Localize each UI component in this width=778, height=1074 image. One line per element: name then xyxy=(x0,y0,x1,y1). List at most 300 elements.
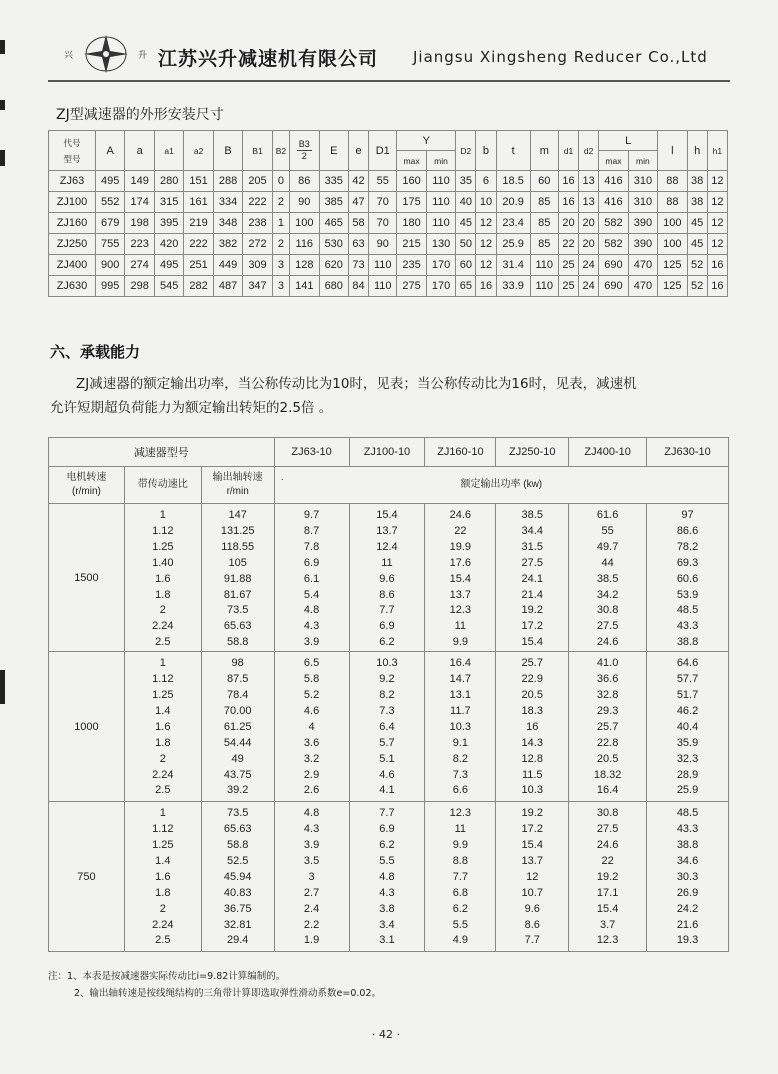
speed-group-row xyxy=(49,802,729,952)
power-value: 17.1 xyxy=(596,886,619,899)
dimension-cell: 47 xyxy=(348,192,368,213)
power-value: 6.1 xyxy=(303,572,320,585)
dimensions-row xyxy=(49,234,728,255)
output-speed-value: 73.5 xyxy=(226,604,249,617)
output-speed-header xyxy=(201,467,274,504)
dimension-cell: 20 xyxy=(579,234,599,255)
dimension-cell: 45 xyxy=(687,234,707,255)
dimension-cell: 12 xyxy=(707,234,727,255)
power-value: 21.4 xyxy=(521,588,543,601)
output-speed-value: 45.94 xyxy=(223,870,252,883)
paragraph-line: 允许短期超负荷能力为额定输出转矩的2.5倍 。 xyxy=(50,400,333,416)
dimensions-table xyxy=(48,130,728,297)
power-value: 10.7 xyxy=(521,886,543,899)
dimension-cell: 170 xyxy=(426,255,455,276)
dimension-cell: 116 xyxy=(290,234,319,255)
dimension-cell: 52 xyxy=(687,255,707,276)
power-column xyxy=(274,652,349,802)
power-value: 6.4 xyxy=(379,720,395,733)
header-cell: Y xyxy=(397,131,456,151)
power-value: 3.8 xyxy=(379,902,395,915)
dimension-cell: 690 xyxy=(599,255,628,276)
belt-ratio-column xyxy=(124,652,201,802)
power-header-mark: · xyxy=(280,474,284,485)
dimension-cell: 25 xyxy=(558,255,578,276)
belt-ratio-column xyxy=(124,504,201,652)
dimension-cell: 110 xyxy=(426,192,455,213)
dimension-cell: 58 xyxy=(348,213,368,234)
subheader-cell: max xyxy=(397,151,426,171)
belt-ratio-value: 1.4 xyxy=(155,704,171,717)
motor-speed-header xyxy=(49,467,125,504)
power-value: 12.8 xyxy=(521,752,543,765)
power-value: 38.5 xyxy=(521,509,543,521)
belt-ratio-value: 1 xyxy=(159,509,166,521)
power-value: 38.8 xyxy=(676,838,699,851)
dimension-cell: 42 xyxy=(348,171,368,192)
header-cell-b3 xyxy=(290,131,319,171)
header-cell: b xyxy=(476,131,496,171)
power-value: 30.8 xyxy=(596,604,619,617)
dimension-cell: 60 xyxy=(456,255,476,276)
output-speed-value: 36.75 xyxy=(223,902,252,915)
dimension-cell: 149 xyxy=(125,171,154,192)
dimension-cell: 582 xyxy=(599,213,628,234)
belt-ratio-value: 1.8 xyxy=(155,736,171,749)
dimension-cell: 110 xyxy=(530,276,558,297)
power-value: 12.3 xyxy=(449,604,472,617)
corner-cell xyxy=(49,131,96,171)
power-value: 7.7 xyxy=(379,807,395,820)
output-speed-value: 58.8 xyxy=(226,636,249,649)
dimension-cell: 298 xyxy=(125,276,154,297)
power-value: 5.1 xyxy=(379,752,395,765)
speed-group-row xyxy=(49,504,729,652)
motor-speed-cell: 1500 xyxy=(49,504,125,652)
power-value: 27.5 xyxy=(521,556,543,569)
belt-ratio-value: 1.12 xyxy=(152,524,174,537)
power-value: 31.5 xyxy=(521,540,543,553)
dimension-cell: 470 xyxy=(628,276,657,297)
dimension-cell: 582 xyxy=(599,234,628,255)
power-value: 61.6 xyxy=(596,509,619,521)
dimension-cell: 275 xyxy=(397,276,426,297)
output-speed-column xyxy=(201,504,274,652)
dimension-cell: 205 xyxy=(243,171,272,192)
dimension-cell: 45 xyxy=(456,213,476,234)
dimension-cell: 0 xyxy=(272,171,289,192)
dimension-cell: 38 xyxy=(687,171,707,192)
dimension-cell: 238 xyxy=(243,213,272,234)
dimension-cell: 23.4 xyxy=(496,213,530,234)
dimension-cell: 174 xyxy=(125,192,154,213)
dimension-cell: 2 xyxy=(272,234,289,255)
model-label-cell: 减速器型号 xyxy=(49,438,275,467)
power-value: 27.5 xyxy=(596,823,619,836)
power-value: 17.6 xyxy=(449,556,472,569)
power-value: 11 xyxy=(454,620,467,633)
power-value: 8.6 xyxy=(524,918,540,931)
model-code-cell: ZJ630 xyxy=(49,276,96,297)
dimension-cell: 170 xyxy=(426,276,455,297)
output-speed-column xyxy=(201,652,274,802)
power-value: 86.6 xyxy=(676,524,699,537)
power-value: 6.5 xyxy=(303,657,320,670)
power-value: 22 xyxy=(601,854,614,867)
dimension-cell: 420 xyxy=(154,234,183,255)
power-column xyxy=(569,504,647,652)
power-value: 7.7 xyxy=(452,870,468,883)
dimension-cell: 223 xyxy=(125,234,154,255)
power-value: 51.7 xyxy=(676,688,699,701)
power-value: 14.3 xyxy=(521,736,543,749)
power-value: 12.3 xyxy=(449,807,472,820)
power-value: 34.6 xyxy=(676,854,699,867)
output-speed-value: 29.4 xyxy=(226,934,249,947)
dimension-cell: 347 xyxy=(243,276,272,297)
power-value: 13.7 xyxy=(521,854,543,867)
power-value: 36.6 xyxy=(596,673,619,686)
motor-speed-label: 电机转速 xyxy=(66,472,107,483)
dimension-cell: 31.4 xyxy=(496,255,530,276)
belt-ratio-column xyxy=(124,802,201,952)
motor-speed-cell: 750 xyxy=(49,802,125,952)
dimension-cell: 90 xyxy=(290,192,319,213)
power-value: 5.4 xyxy=(303,588,320,601)
power-value: 4.8 xyxy=(303,807,320,820)
power-value: 7.3 xyxy=(379,704,395,717)
dimension-cell: 198 xyxy=(125,213,154,234)
power-value: 13.1 xyxy=(449,688,472,701)
power-value: 29.3 xyxy=(596,704,619,717)
dimension-cell: 680 xyxy=(319,276,348,297)
output-speed-value: 147 xyxy=(228,509,247,521)
output-speed-value: 70.00 xyxy=(223,704,252,717)
dimension-cell: 390 xyxy=(628,213,657,234)
power-column xyxy=(647,504,729,652)
header-cell: d2 xyxy=(579,131,599,171)
belt-ratio-value: 1.40 xyxy=(152,556,174,569)
dimension-cell: 100 xyxy=(658,213,687,234)
dimension-cell: 151 xyxy=(184,171,213,192)
dimension-cell: 12 xyxy=(476,213,496,234)
dimension-cell: 85 xyxy=(530,192,558,213)
power-value: 97 xyxy=(681,509,694,521)
dimension-cell: 995 xyxy=(96,276,125,297)
dimension-cell: 86 xyxy=(290,171,319,192)
power-value: 2.9 xyxy=(303,768,320,781)
belt-ratio-value: 2 xyxy=(159,902,166,915)
belt-ratio-value: 2.24 xyxy=(152,620,174,633)
dimension-cell: 552 xyxy=(96,192,125,213)
dimension-cell: 310 xyxy=(628,192,657,213)
motor-speed-unit: (r/min) xyxy=(71,486,101,497)
model-cell: ZJ400-10 xyxy=(569,438,647,467)
model-cell: ZJ100-10 xyxy=(349,438,425,467)
output-speed-value: 78.4 xyxy=(226,688,249,701)
subheader-cell: max xyxy=(599,151,628,171)
power-value: 15.4 xyxy=(449,572,472,585)
dimension-cell: 900 xyxy=(96,255,125,276)
power-value: 4 xyxy=(308,720,315,733)
output-speed-unit: r/min xyxy=(226,486,249,497)
dimension-cell: 13 xyxy=(579,192,599,213)
power-value: 6.2 xyxy=(452,902,468,915)
power-value: 25.7 xyxy=(596,720,619,733)
power-value: 27.5 xyxy=(596,620,619,633)
binding-edge-mark xyxy=(0,40,5,54)
dimension-cell: 3 xyxy=(272,276,289,297)
power-value: 15.4 xyxy=(376,509,398,521)
power-value: 9.7 xyxy=(303,509,320,521)
power-value: 16 xyxy=(526,720,539,733)
belt-ratio-value: 2.24 xyxy=(152,768,174,781)
power-value: 4.9 xyxy=(452,934,468,947)
power-value: 10.3 xyxy=(449,720,472,733)
belt-ratio-value: 1.6 xyxy=(155,572,171,585)
power-value: 11.7 xyxy=(450,704,471,717)
dimension-cell: 25.9 xyxy=(496,234,530,255)
power-value: 43.3 xyxy=(676,620,699,633)
power-value: 10.3 xyxy=(376,657,398,670)
power-value: 78.2 xyxy=(676,540,699,553)
dimension-cell: 334 xyxy=(213,192,242,213)
power-value: 7.3 xyxy=(452,768,468,781)
power-value: 11.5 xyxy=(521,768,543,781)
power-value: 9.6 xyxy=(524,902,540,915)
power-value: 6.2 xyxy=(379,636,395,649)
belt-ratio-value: 1.25 xyxy=(152,688,174,701)
power-value: 40.4 xyxy=(676,720,699,733)
power-value: 41.0 xyxy=(596,657,619,670)
dimension-cell: 24 xyxy=(579,255,599,276)
power-value: 30.8 xyxy=(596,807,619,820)
power-value: 69.3 xyxy=(676,556,699,569)
dimension-cell: 620 xyxy=(319,255,348,276)
power-value: 3 xyxy=(308,870,315,883)
power-value: 19.2 xyxy=(521,807,543,820)
power-value: 48.5 xyxy=(676,604,699,617)
power-value: 5.7 xyxy=(379,736,395,749)
dimension-cell: 545 xyxy=(154,276,183,297)
dimension-cell: 24 xyxy=(579,276,599,297)
power-column xyxy=(425,504,496,652)
header-cell: L xyxy=(599,131,658,151)
binding-edge-mark xyxy=(0,150,5,166)
power-value: 4.8 xyxy=(379,870,395,883)
power-value: 44 xyxy=(601,556,614,569)
power-value: 9.9 xyxy=(452,838,468,851)
power-value: 2.4 xyxy=(303,902,320,915)
dimension-cell: 90 xyxy=(369,234,397,255)
dimension-cell: 6 xyxy=(476,171,496,192)
dimension-cell: 274 xyxy=(125,255,154,276)
dimension-cell: 495 xyxy=(96,171,125,192)
power-column xyxy=(349,504,425,652)
dimensions-header-row xyxy=(49,131,728,151)
capacity-column-header-row xyxy=(49,467,729,504)
dimension-cell: 110 xyxy=(530,255,558,276)
power-value: 2.2 xyxy=(303,918,320,931)
model-code-cell: ZJ250 xyxy=(49,234,96,255)
power-column xyxy=(647,802,729,952)
power-value: 24.1 xyxy=(521,572,543,585)
power-column xyxy=(496,802,569,952)
model-code-cell: ZJ400 xyxy=(49,255,96,276)
belt-ratio-value: 1.4 xyxy=(155,854,171,867)
dimension-cell: 390 xyxy=(628,234,657,255)
power-value: 7.7 xyxy=(379,604,395,617)
subheader-cell: min xyxy=(628,151,657,171)
dimension-cell: 20 xyxy=(579,213,599,234)
dimension-cell: 16 xyxy=(558,171,578,192)
power-value: 4.1 xyxy=(379,784,395,797)
dimension-cell: 84 xyxy=(348,276,368,297)
subheader-cell: min xyxy=(426,151,455,171)
power-value: 5.5 xyxy=(452,918,468,931)
dimension-cell: 12 xyxy=(476,234,496,255)
power-value: 24.6 xyxy=(596,636,619,649)
header-cell: D2 xyxy=(456,131,476,171)
dimension-cell: 382 xyxy=(213,234,242,255)
power-value: 20.5 xyxy=(521,688,543,701)
page-header xyxy=(48,30,738,80)
power-value: 4.3 xyxy=(303,620,320,633)
dimension-cell: 180 xyxy=(397,213,426,234)
power-value: 22.8 xyxy=(596,736,619,749)
dimension-cell: 222 xyxy=(184,234,213,255)
header-cell: a xyxy=(125,131,154,171)
dimension-cell: 385 xyxy=(319,192,348,213)
dimension-cell: 125 xyxy=(658,276,687,297)
power-value: 2.7 xyxy=(303,886,320,899)
dimension-cell: 88 xyxy=(658,192,687,213)
power-value: 57.7 xyxy=(676,673,699,686)
power-value: 32.8 xyxy=(596,688,619,701)
power-value: 7.8 xyxy=(303,540,320,553)
dimension-cell: 2 xyxy=(272,192,289,213)
dimension-cell: 219 xyxy=(184,213,213,234)
model-cell: ZJ160-10 xyxy=(425,438,496,467)
dimension-cell: 85 xyxy=(530,213,558,234)
dimension-cell: 215 xyxy=(397,234,426,255)
dimension-cell: 65 xyxy=(456,276,476,297)
belt-ratio-value: 2 xyxy=(159,752,166,765)
dimension-cell: 530 xyxy=(319,234,348,255)
power-value: 16.4 xyxy=(449,657,472,670)
model-cell: ZJ250-10 xyxy=(496,438,569,467)
header-cell: d1 xyxy=(558,131,578,171)
power-value: 8.8 xyxy=(452,854,468,867)
dimension-cell: 10 xyxy=(476,192,496,213)
dimension-cell: 130 xyxy=(426,234,455,255)
power-value: 38.8 xyxy=(676,636,699,649)
binding-edge-mark xyxy=(0,100,5,110)
dimension-cell: 12 xyxy=(707,171,727,192)
belt-ratio-value: 2.5 xyxy=(155,784,171,797)
output-speed-value: 65.63 xyxy=(223,620,252,633)
belt-ratio-header: 带传动速比 xyxy=(124,467,201,504)
dimension-cell: 309 xyxy=(243,255,272,276)
dimension-cell: 288 xyxy=(213,171,242,192)
dimension-cell: 282 xyxy=(184,276,213,297)
dimension-cell: 1 xyxy=(272,213,289,234)
power-header-label: 额定输出功率 (kw) xyxy=(460,479,543,490)
header-cell: E xyxy=(319,131,348,171)
power-value: 34.4 xyxy=(521,524,543,537)
belt-ratio-value: 1 xyxy=(159,657,166,670)
header-cell: m xyxy=(530,131,558,171)
power-value: 15.4 xyxy=(521,838,543,851)
power-column xyxy=(496,652,569,802)
footnote-1: 注：1、本表是按减速器实际传动比i=9.82计算编制的。 xyxy=(48,971,286,982)
power-value: 10.3 xyxy=(521,784,543,797)
dimension-cell: 35 xyxy=(456,171,476,192)
power-value: 11 xyxy=(454,823,467,836)
dimension-cell: 348 xyxy=(213,213,242,234)
belt-ratio-value: 2.5 xyxy=(155,636,171,649)
power-value: 16.4 xyxy=(596,784,619,797)
output-speed-column xyxy=(201,802,274,952)
power-value: 22 xyxy=(454,524,467,537)
output-speed-value: 61.25 xyxy=(223,720,252,733)
dimension-cell: 20 xyxy=(558,213,578,234)
capacity-table xyxy=(48,437,729,952)
power-value: 13.7 xyxy=(449,588,472,601)
dimension-cell: 100 xyxy=(658,234,687,255)
dimension-cell: 88 xyxy=(658,171,687,192)
paragraph-line: ZJ减速器的额定输出功率，当公称传动比为10时，见表；当公称传动比为16时，见表，减速机 xyxy=(76,376,637,392)
power-value: 48.5 xyxy=(676,807,699,820)
dimension-cell: 235 xyxy=(397,255,426,276)
header-rule xyxy=(48,80,730,82)
power-value: 5.2 xyxy=(303,688,320,701)
dimension-cell: 100 xyxy=(290,213,319,234)
power-value: 1.9 xyxy=(303,934,320,947)
power-value: 7.7 xyxy=(524,934,540,947)
power-value: 17.2 xyxy=(521,823,543,836)
dimension-cell: 22 xyxy=(558,234,578,255)
belt-ratio-value: 1.6 xyxy=(155,870,171,883)
dimension-cell: 335 xyxy=(319,171,348,192)
power-value: 3.6 xyxy=(303,736,320,749)
footnotes xyxy=(48,968,381,1002)
dimension-cell: 416 xyxy=(599,192,628,213)
dimension-cell: 449 xyxy=(213,255,242,276)
dimension-cell: 310 xyxy=(628,171,657,192)
output-speed-value: 39.2 xyxy=(226,784,249,797)
power-value: 3.2 xyxy=(303,752,320,765)
output-speed-value: 54.44 xyxy=(223,736,252,749)
dimensions-row xyxy=(49,255,728,276)
power-value: 5.8 xyxy=(303,673,320,686)
power-value: 6.6 xyxy=(452,784,468,797)
output-speed-value: 49 xyxy=(231,752,244,765)
header-cell: B xyxy=(213,131,242,171)
motor-speed-cell: 1000 xyxy=(49,652,125,802)
power-value: 18.32 xyxy=(593,768,622,781)
company-logo xyxy=(58,34,154,74)
power-value: 8.7 xyxy=(303,524,320,537)
power-column xyxy=(569,802,647,952)
power-value: 22.9 xyxy=(521,673,543,686)
capacity-model-row xyxy=(49,438,729,467)
power-value: 49.7 xyxy=(596,540,619,553)
power-value: 64.6 xyxy=(676,657,699,670)
dimension-cell: 13 xyxy=(579,171,599,192)
power-value: 26.9 xyxy=(676,886,699,899)
power-value: 12.3 xyxy=(596,934,619,947)
